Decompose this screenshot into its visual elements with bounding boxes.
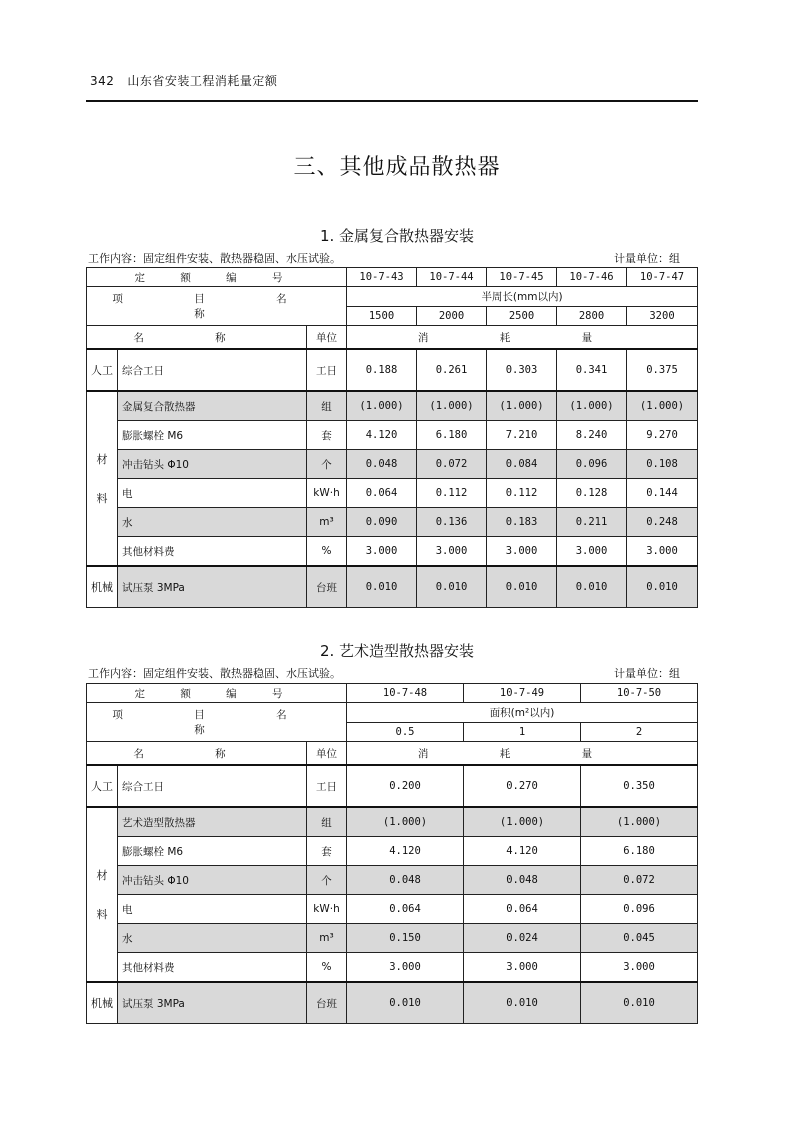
quota-code: 10-7-48 — [347, 684, 464, 703]
resource-unit: 工日 — [307, 349, 347, 391]
category-material: 材 料 — [87, 807, 118, 982]
category-labor: 人工 — [87, 349, 118, 391]
name-header: 名 称 — [87, 742, 307, 766]
value-cell: 0.010 — [347, 566, 417, 608]
table-row — [87, 349, 698, 391]
value-cell: 0.375 — [627, 349, 698, 391]
consumption-header: 消 耗 量 — [347, 326, 698, 350]
section-2-measure-unit: 计量单位：组 — [614, 667, 680, 680]
table-row — [87, 703, 698, 723]
value-cell: 9.270 — [627, 421, 698, 450]
value-cell: 0.183 — [487, 508, 557, 537]
table-row — [87, 508, 698, 537]
resource-unit: % — [307, 953, 347, 983]
value-cell: 6.180 — [581, 837, 698, 866]
value-cell: 6.180 — [417, 421, 487, 450]
resource-name: 试压泵 3MPa — [118, 982, 307, 1024]
table-row — [87, 287, 698, 307]
quota-no-label: 定 额 编 号 — [87, 268, 347, 287]
table-row — [87, 807, 698, 837]
resource-unit: m³ — [307, 924, 347, 953]
table-row — [87, 326, 698, 350]
unit-header: 单位 — [307, 326, 347, 350]
param-label: 半周长(mm以内) — [347, 287, 698, 307]
value-cell: 3.000 — [464, 953, 581, 983]
value-cell: 0.188 — [347, 349, 417, 391]
resource-name: 其他材料费 — [118, 537, 307, 567]
value-cell: (1.000) — [581, 807, 698, 837]
value-cell: 3.000 — [557, 537, 627, 567]
resource-unit: 组 — [307, 391, 347, 421]
value-cell: 3.000 — [347, 537, 417, 567]
section-1-title: 1. 金属复合散热器安装 — [319, 227, 475, 245]
resource-unit: 个 — [307, 866, 347, 895]
resource-unit: % — [307, 537, 347, 567]
resource-unit: 台班 — [307, 566, 347, 608]
value-cell: 0.270 — [464, 765, 581, 807]
page-number: 342 — [90, 74, 115, 88]
table-row — [87, 566, 698, 608]
value-cell: 7.210 — [487, 421, 557, 450]
section-1-work-content: 工作内容：固定组件安装、散热器稳固、水压试验。 — [88, 252, 341, 265]
value-cell: 0.048 — [464, 866, 581, 895]
value-cell: 0.064 — [347, 479, 417, 508]
value-cell: 0.048 — [347, 866, 464, 895]
table-row — [87, 982, 698, 1024]
resource-unit: kW·h — [307, 895, 347, 924]
value-cell: 0.211 — [557, 508, 627, 537]
value-cell: (1.000) — [417, 391, 487, 421]
quota-code: 10-7-47 — [627, 268, 698, 287]
resource-name: 水 — [118, 924, 307, 953]
resource-unit: 套 — [307, 837, 347, 866]
param-value: 2 — [581, 722, 698, 742]
value-cell: (1.000) — [557, 391, 627, 421]
value-cell: 0.096 — [581, 895, 698, 924]
table-row — [87, 537, 698, 567]
resource-name: 金属复合散热器 — [118, 391, 307, 421]
category-machine: 机械 — [87, 982, 118, 1024]
value-cell: (1.000) — [464, 807, 581, 837]
value-cell: 3.000 — [627, 537, 698, 567]
param-value: 2000 — [417, 306, 487, 326]
value-cell: 0.200 — [347, 765, 464, 807]
table-row — [87, 837, 698, 866]
value-cell: 0.150 — [347, 924, 464, 953]
table-row — [87, 924, 698, 953]
table-row — [87, 421, 698, 450]
category-labor: 人工 — [87, 765, 118, 807]
table-row — [87, 479, 698, 508]
value-cell: 3.000 — [581, 953, 698, 983]
value-cell: (1.000) — [347, 391, 417, 421]
value-cell: 3.000 — [487, 537, 557, 567]
table-row — [87, 765, 698, 807]
item-name-label: 项 目 名 称 — [87, 287, 347, 326]
resource-name: 冲击钻头 Φ10 — [118, 450, 307, 479]
section-2-work-content: 工作内容：固定组件安装、散热器稳固、水压试验。 — [88, 667, 341, 680]
resource-name: 综合工日 — [118, 349, 307, 391]
table-row — [87, 742, 698, 766]
param-value: 2800 — [557, 306, 627, 326]
value-cell: 0.024 — [464, 924, 581, 953]
quota-code: 10-7-50 — [581, 684, 698, 703]
value-cell: 0.112 — [417, 479, 487, 508]
value-cell: 0.136 — [417, 508, 487, 537]
value-cell: 0.248 — [627, 508, 698, 537]
resource-name: 综合工日 — [118, 765, 307, 807]
value-cell: (1.000) — [347, 807, 464, 837]
value-cell: 0.084 — [487, 450, 557, 479]
value-cell: 0.072 — [581, 866, 698, 895]
param-value: 3200 — [627, 306, 698, 326]
value-cell: 0.096 — [557, 450, 627, 479]
resource-unit: 台班 — [307, 982, 347, 1024]
table-row — [87, 391, 698, 421]
value-cell: 0.010 — [581, 982, 698, 1024]
section-1-measure-unit: 计量单位：组 — [614, 252, 680, 265]
value-cell: 0.010 — [487, 566, 557, 608]
table-row — [87, 450, 698, 479]
resource-unit: 组 — [307, 807, 347, 837]
section-1-table — [86, 267, 698, 608]
resource-name: 冲击钻头 Φ10 — [118, 866, 307, 895]
value-cell: (1.000) — [627, 391, 698, 421]
resource-name: 电 — [118, 479, 307, 508]
value-cell: 4.120 — [347, 837, 464, 866]
resource-name: 电 — [118, 895, 307, 924]
quota-code: 10-7-46 — [557, 268, 627, 287]
value-cell: 0.128 — [557, 479, 627, 508]
resource-unit: 工日 — [307, 765, 347, 807]
value-cell: 0.341 — [557, 349, 627, 391]
value-cell: 0.072 — [417, 450, 487, 479]
value-cell: 4.120 — [464, 837, 581, 866]
quota-code: 10-7-45 — [487, 268, 557, 287]
table-row — [87, 268, 698, 287]
value-cell: 8.240 — [557, 421, 627, 450]
value-cell: 0.010 — [557, 566, 627, 608]
quota-code: 10-7-49 — [464, 684, 581, 703]
value-cell: 0.350 — [581, 765, 698, 807]
unit-header: 单位 — [307, 742, 347, 766]
name-header: 名 称 — [87, 326, 307, 350]
resource-name: 其他材料费 — [118, 953, 307, 983]
value-cell: 3.000 — [417, 537, 487, 567]
chapter-title: 三、其他成品散热器 — [293, 155, 501, 180]
value-cell: 0.010 — [417, 566, 487, 608]
resource-name: 水 — [118, 508, 307, 537]
value-cell: 0.010 — [464, 982, 581, 1024]
value-cell: 0.010 — [627, 566, 698, 608]
section-2-table — [86, 683, 698, 1024]
resource-unit: 套 — [307, 421, 347, 450]
section-2-title: 2. 艺术造型散热器安装 — [319, 642, 475, 660]
book-title: 山东省安装工程消耗量定额 — [127, 74, 278, 88]
param-label: 面积(m²以内) — [347, 703, 698, 723]
header-rule — [86, 100, 698, 102]
value-cell: 0.112 — [487, 479, 557, 508]
resource-unit: 个 — [307, 450, 347, 479]
value-cell: 0.108 — [627, 450, 698, 479]
value-cell: 0.064 — [464, 895, 581, 924]
value-cell: 0.303 — [487, 349, 557, 391]
resource-name: 膨胀螺栓 M6 — [118, 837, 307, 866]
resource-name: 艺术造型散热器 — [118, 807, 307, 837]
value-cell: 0.048 — [347, 450, 417, 479]
resource-name: 试压泵 3MPa — [118, 566, 307, 608]
value-cell: 3.000 — [347, 953, 464, 983]
category-material: 材 料 — [87, 391, 118, 566]
value-cell: 0.064 — [347, 895, 464, 924]
value-cell: 0.090 — [347, 508, 417, 537]
category-machine: 机械 — [87, 566, 118, 608]
quota-no-label: 定 额 编 号 — [87, 684, 347, 703]
param-value: 1500 — [347, 306, 417, 326]
table-row — [87, 895, 698, 924]
table-row — [87, 953, 698, 983]
quota-code: 10-7-43 — [347, 268, 417, 287]
param-value: 0.5 — [347, 722, 464, 742]
running-header — [90, 72, 277, 89]
param-value: 2500 — [487, 306, 557, 326]
item-name-label: 项 目 名 称 — [87, 703, 347, 742]
value-cell: (1.000) — [487, 391, 557, 421]
table-row — [87, 866, 698, 895]
value-cell: 4.120 — [347, 421, 417, 450]
param-value: 1 — [464, 722, 581, 742]
consumption-header: 消 耗 量 — [347, 742, 698, 766]
value-cell: 0.010 — [347, 982, 464, 1024]
resource-name: 膨胀螺栓 M6 — [118, 421, 307, 450]
resource-unit: kW·h — [307, 479, 347, 508]
value-cell: 0.045 — [581, 924, 698, 953]
quota-code: 10-7-44 — [417, 268, 487, 287]
resource-unit: m³ — [307, 508, 347, 537]
table-row — [87, 684, 698, 703]
value-cell: 0.261 — [417, 349, 487, 391]
value-cell: 0.144 — [627, 479, 698, 508]
